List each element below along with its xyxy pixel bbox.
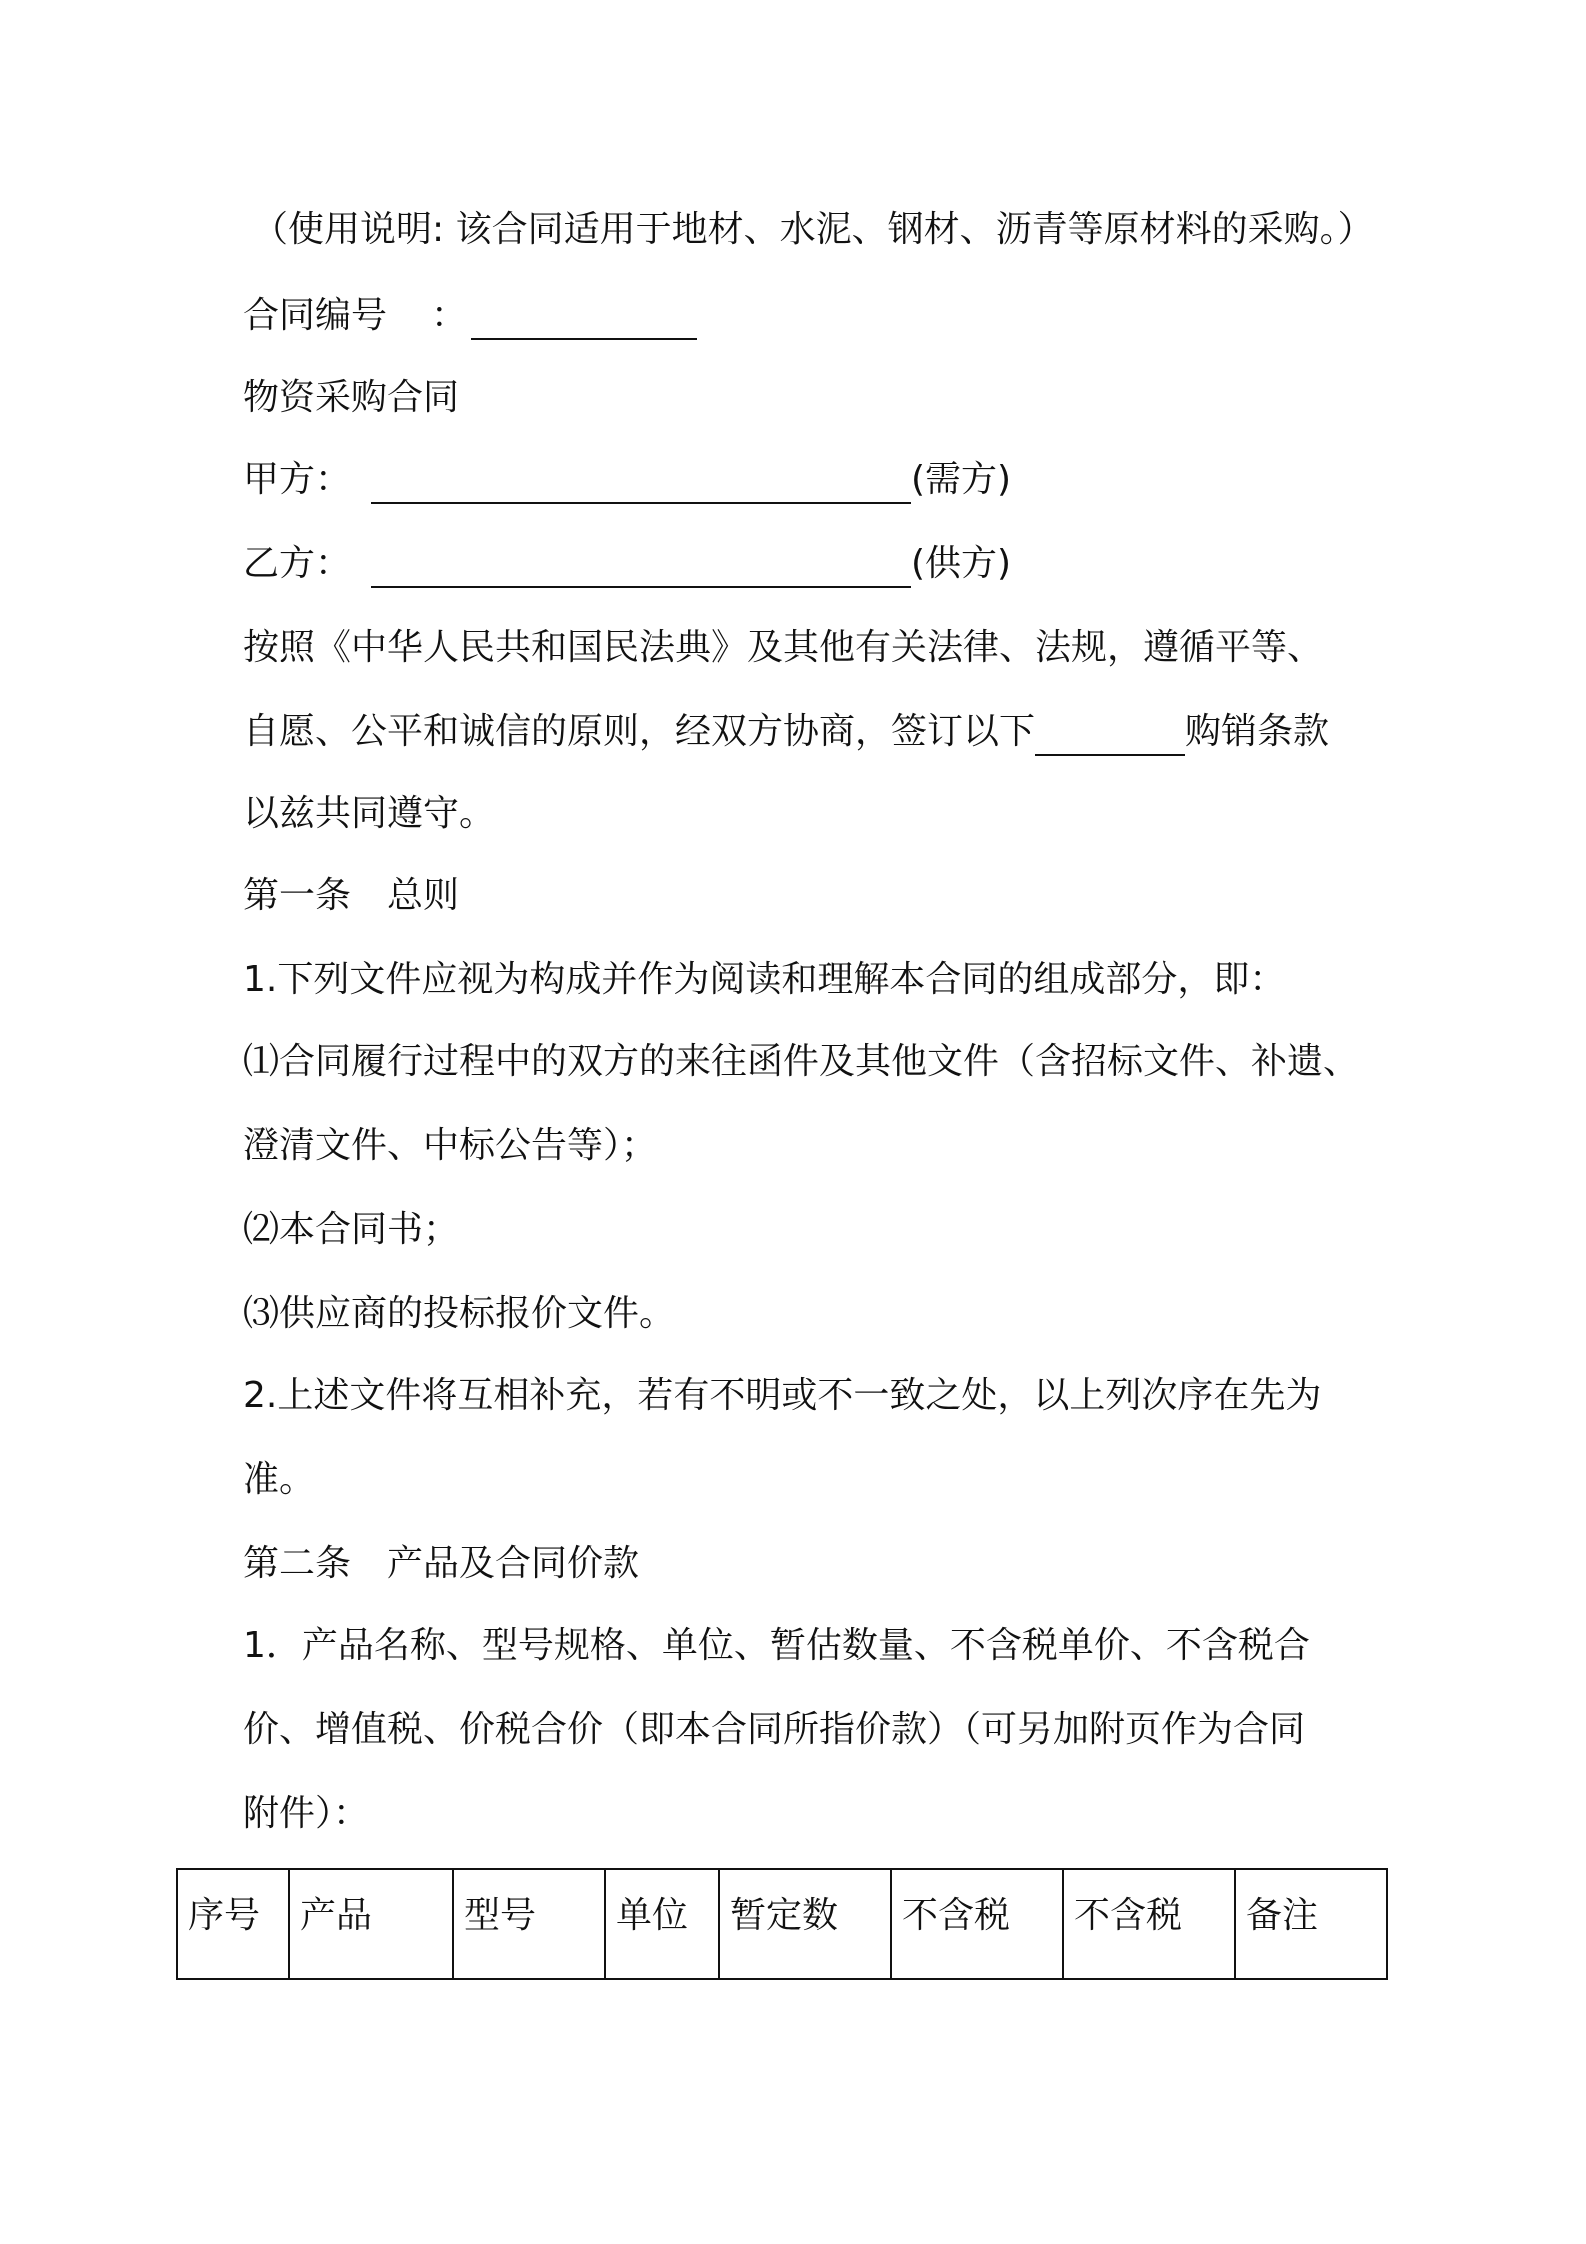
article-2-item-1-line-2: 价、增值税、价税合价（即本合同所指价款）（可另加附页作为合同 [243,1709,1306,1750]
preamble-line-1: 按照《中华人民共和国民法典》及其他有关法律、法规，遵循平等、 [243,627,1324,668]
table-header-cell: 单位 [605,1869,719,1979]
article-1-heading: 第一条 总则 [243,875,460,916]
table-header-cell: 备注 [1235,1869,1387,1979]
preamble-blank[interactable] [1035,716,1185,756]
table-header-cell: 产品 [289,1869,453,1979]
party-b-label: 乙方： [243,543,352,584]
article-1-sub-1-line-1: ⑴合同履行过程中的双方的来往函件及其他文件（含招标文件、补遗、 [243,1041,1360,1082]
preamble-line-2-text: 自愿、公平和诚信的原则，经双方协商，签订以下 [243,711,1036,752]
table-header-cell: 不含税 [1063,1869,1235,1979]
contract-number-colon: ： [431,295,468,336]
product-table [176,1868,1388,1980]
article-1-sub-3: ⑶供应商的投标报价文件。 [243,1293,676,1334]
article-1-item-2-line-1: 2.上述文件将互相补充，若有不明或不一致之处，以上列次序在先为 [243,1375,1322,1416]
party-a-label: 甲方： [243,459,352,500]
party-b-row [243,540,1011,588]
table-header-cell: 型号 [453,1869,605,1979]
usage-note: （使用说明: 该合同适用于地材、水泥、钢材、沥青等原材料的采购。） [252,209,1374,250]
party-b-role: (供方) [911,543,1012,584]
party-b-blank[interactable] [371,548,911,588]
preamble-line-2-tail: 购销条款 [1185,711,1330,752]
article-1-sub-1-line-2: 澄清文件、中标公告等）； [243,1125,658,1166]
table-header-cell: 暂定数 [719,1869,891,1979]
contract-number-row [243,292,697,340]
article-2-item-1-line-3: 附件）： [243,1793,370,1834]
table-header-row [177,1869,1387,1979]
preamble-line-2 [243,708,1329,756]
article-2-item-1-line-1: 1．产品名称、型号规格、单位、暂估数量、不含税单价、不含税合 [243,1625,1310,1666]
party-a-role: (需方) [911,459,1012,500]
article-1-sub-2: ⑵本合同书； [243,1209,460,1250]
article-1-item-2-line-2: 准。 [243,1459,316,1500]
party-a-row [243,456,1011,504]
article-2-heading: 第二条 产品及合同价款 [243,1543,640,1584]
contract-number-blank[interactable] [471,300,697,340]
table-header-cell: 序号 [177,1869,289,1979]
document-title: 物资采购合同 [243,377,460,418]
party-a-blank[interactable] [371,464,911,504]
table-header-cell: 不含税 [891,1869,1063,1979]
preamble-line-3: 以兹共同遵守。 [243,793,496,834]
contract-number-label: 合同编号 [243,295,388,336]
article-1-item-1: 1.下列文件应视为构成并作为阅读和理解本合同的组成部分，即： [243,959,1286,1000]
